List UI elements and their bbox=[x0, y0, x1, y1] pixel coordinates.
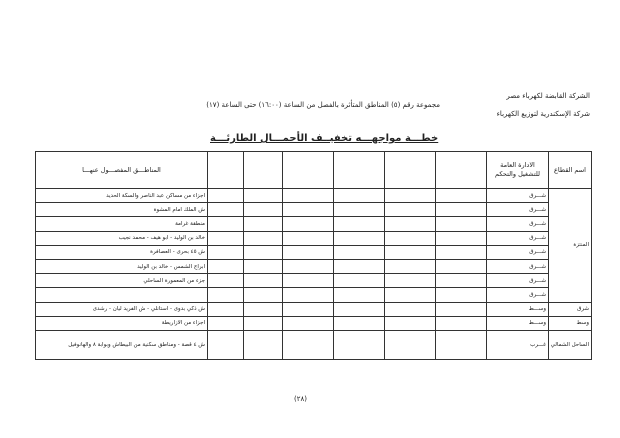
blank-cell bbox=[334, 302, 385, 316]
blank-cell bbox=[334, 316, 385, 330]
blank-cell bbox=[208, 203, 244, 217]
header-blank bbox=[208, 152, 244, 189]
blank-cell bbox=[385, 274, 436, 288]
blank-cell bbox=[334, 217, 385, 231]
load-shedding-table bbox=[35, 151, 592, 360]
blank-cell bbox=[385, 245, 436, 259]
blank-cell bbox=[244, 245, 283, 259]
blank-cell bbox=[283, 245, 334, 259]
company-name-alexandria: شركة الإسكندرية لتوزيع الكهرباء bbox=[496, 110, 590, 118]
blank-cell bbox=[208, 302, 244, 316]
header-blank bbox=[283, 152, 334, 189]
area-cell: ش ذكي بدوى - استانلي - ش الفريد ليان - رشدى bbox=[36, 302, 208, 316]
blank-cell bbox=[244, 302, 283, 316]
plan-title: خطـــة مواجهـــه تخفيــف الأحمـــال الطارئـــة bbox=[210, 133, 439, 144]
management-cell: شـــرق bbox=[487, 259, 549, 273]
table-row bbox=[36, 316, 592, 330]
blank-cell bbox=[244, 330, 283, 359]
table-row bbox=[36, 189, 592, 203]
blank-cell bbox=[283, 302, 334, 316]
blank-cell bbox=[283, 259, 334, 273]
blank-cell bbox=[283, 189, 334, 203]
blank-cell bbox=[283, 274, 334, 288]
area-cell: اجزاء من الازاريطة bbox=[36, 316, 208, 330]
blank-cell bbox=[244, 231, 283, 245]
table-row bbox=[36, 330, 592, 359]
area-cell: خالد بن الوليد - ابو هيف - محمد نجيب bbox=[36, 231, 208, 245]
blank-cell bbox=[385, 203, 436, 217]
sector-cell: المنتزة bbox=[549, 189, 592, 303]
blank-cell bbox=[244, 316, 283, 330]
header-blank bbox=[244, 152, 283, 189]
blank-cell bbox=[436, 217, 487, 231]
blank-cell bbox=[385, 217, 436, 231]
blank-cell bbox=[283, 231, 334, 245]
area-cell: جزء من المعمورة الساحلي bbox=[36, 274, 208, 288]
blank-cell bbox=[436, 203, 487, 217]
blank-cell bbox=[334, 330, 385, 359]
blank-cell bbox=[436, 330, 487, 359]
blank-cell bbox=[244, 217, 283, 231]
blank-cell bbox=[334, 259, 385, 273]
blank-cell bbox=[334, 203, 385, 217]
blank-cell bbox=[436, 274, 487, 288]
blank-cell bbox=[244, 189, 283, 203]
blank-cell bbox=[436, 231, 487, 245]
management-cell: وســـط bbox=[487, 316, 549, 330]
blank-cell bbox=[385, 259, 436, 273]
area-cell: ش ٤٥ بحرى - العصافرة bbox=[36, 245, 208, 259]
table-row bbox=[36, 274, 592, 288]
header-areas: المناطـــق المفصـــول عنهـــا bbox=[36, 152, 208, 189]
blank-cell bbox=[334, 274, 385, 288]
blank-cell bbox=[436, 245, 487, 259]
blank-cell bbox=[208, 259, 244, 273]
management-cell: شـــرق bbox=[487, 288, 549, 302]
blank-cell bbox=[208, 288, 244, 302]
header-blank bbox=[436, 152, 487, 189]
page-number: (٢٨) bbox=[294, 395, 307, 403]
company-name-holding: الشركة القابضة لكهرباء مصر bbox=[506, 92, 590, 100]
sector-cell: وسط bbox=[549, 316, 592, 330]
blank-cell bbox=[334, 245, 385, 259]
blank-cell bbox=[385, 316, 436, 330]
blank-cell bbox=[385, 288, 436, 302]
blank-cell bbox=[208, 189, 244, 203]
table-row bbox=[36, 203, 592, 217]
blank-cell bbox=[334, 189, 385, 203]
blank-cell bbox=[283, 203, 334, 217]
header-management: الادارة العامة للتشغيل والتحكم bbox=[487, 152, 549, 189]
header-blank bbox=[385, 152, 436, 189]
blank-cell bbox=[208, 231, 244, 245]
management-cell: غـــرب bbox=[487, 330, 549, 359]
blank-cell bbox=[208, 274, 244, 288]
header-blank bbox=[334, 152, 385, 189]
management-cell: شـــرق bbox=[487, 189, 549, 203]
area-cell: اجزاء من مساكن عبد الناصر والسكة الحديد bbox=[36, 189, 208, 203]
blank-cell bbox=[436, 288, 487, 302]
management-cell: شـــرق bbox=[487, 217, 549, 231]
blank-cell bbox=[385, 189, 436, 203]
blank-cell bbox=[283, 288, 334, 302]
area-cell: منطقة غرامة bbox=[36, 217, 208, 231]
table-row bbox=[36, 302, 592, 316]
blank-cell bbox=[208, 217, 244, 231]
table-row bbox=[36, 231, 592, 245]
blank-cell bbox=[208, 316, 244, 330]
area-cell: ش الملك امام المشوة bbox=[36, 203, 208, 217]
management-cell: شـــرق bbox=[487, 245, 549, 259]
blank-cell bbox=[385, 330, 436, 359]
management-cell: شـــرق bbox=[487, 274, 549, 288]
blank-cell bbox=[244, 203, 283, 217]
blank-cell bbox=[208, 330, 244, 359]
table-row bbox=[36, 217, 592, 231]
table-row bbox=[36, 245, 592, 259]
blank-cell bbox=[283, 316, 334, 330]
blank-cell bbox=[385, 231, 436, 245]
table-row bbox=[36, 259, 592, 273]
management-cell: وســـط bbox=[487, 302, 549, 316]
sector-cell: الساحل الشمالي bbox=[549, 330, 592, 359]
table-row bbox=[36, 288, 592, 302]
blank-cell bbox=[244, 259, 283, 273]
blank-cell bbox=[436, 316, 487, 330]
blank-cell bbox=[283, 330, 334, 359]
area-cell bbox=[36, 288, 208, 302]
blank-cell bbox=[436, 189, 487, 203]
area-cell: ش ٤ قصة - ومناطق سكنية من البيطاش وبوابة ٨ والهانوفيل bbox=[36, 330, 208, 359]
header-sector: اسم القطاع bbox=[549, 152, 592, 189]
blank-cell bbox=[208, 245, 244, 259]
management-cell: شـــرق bbox=[487, 231, 549, 245]
blank-cell bbox=[283, 217, 334, 231]
management-cell: شـــرق bbox=[487, 203, 549, 217]
blank-cell bbox=[334, 288, 385, 302]
blank-cell bbox=[244, 288, 283, 302]
blank-cell bbox=[334, 231, 385, 245]
blank-cell bbox=[385, 302, 436, 316]
sector-cell: شرق bbox=[549, 302, 592, 316]
group-note: مجموعة رقم (٥) المناطق المتأثرة بالفصل من الساعة (١٦:٠٠) حتى الساعة (١٧) bbox=[206, 101, 440, 109]
blank-cell bbox=[244, 274, 283, 288]
blank-cell bbox=[436, 259, 487, 273]
area-cell: ابراج الشمس - خالد بن الوليد bbox=[36, 259, 208, 273]
blank-cell bbox=[436, 302, 487, 316]
